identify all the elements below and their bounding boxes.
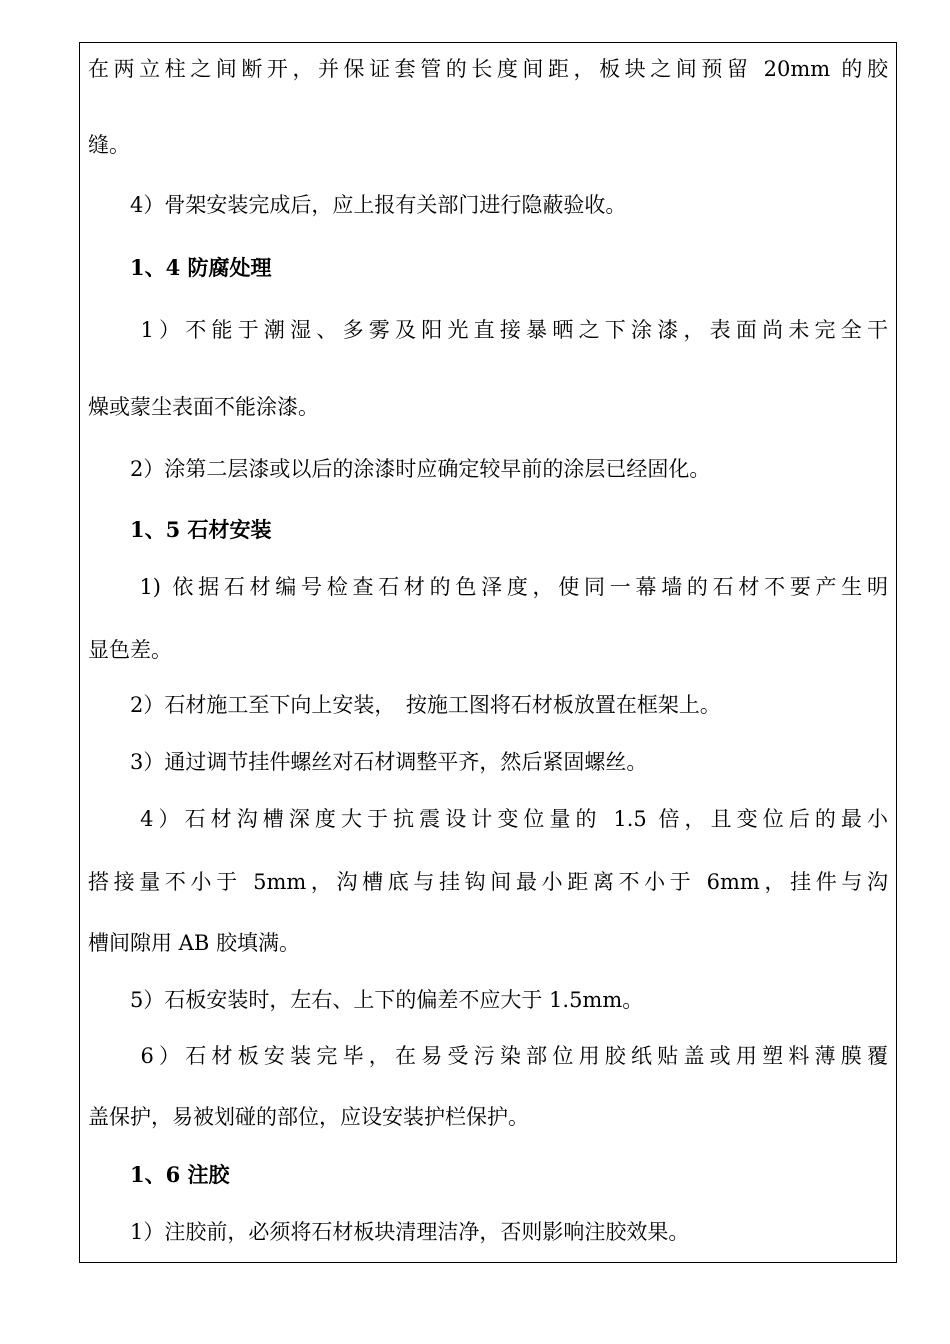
text-line: 2）涂第二层漆或以后的涂漆时应确定较早前的涂层已经固化。 xyxy=(88,457,711,481)
text-line: 显色差。 xyxy=(88,638,172,662)
text-line: 4）骨架安装完成后，应上报有关部门进行隐蔽验收。 xyxy=(88,193,627,217)
text-line: 4）石材沟槽深度大于抗震设计变位量的 1.5 倍，且变位后的最小 xyxy=(88,807,888,831)
table-cell-border xyxy=(79,42,897,1263)
text-line: 2）石材施工至下向上安装， 按施工图将石材板放置在框架上。 xyxy=(88,693,721,717)
text-line: 3）通过调节挂件螺丝对石材调整平齐，然后紧固螺丝。 xyxy=(88,750,648,774)
text-line: 6）石材板安装完毕，在易受污染部位用胶纸贴盖或用塑料薄膜覆 xyxy=(88,1044,888,1068)
text-line: 盖保护，易被划碰的部位，应设安装护栏保护。 xyxy=(88,1105,529,1129)
text-line: 1）注胶前，必须将石材板块清理洁净，否则影响注胶效果。 xyxy=(88,1220,690,1244)
section-heading: 1、5 石材安装 xyxy=(88,517,272,542)
text-line: 燥或蒙尘表面不能涂漆。 xyxy=(88,395,319,419)
text-line: 搭接量不小于 5mm，沟槽底与挂钩间最小距离不小于 6mm，挂件与沟 xyxy=(88,870,888,894)
text-line: 在两立柱之间断开，并保证套管的长度间距，板块之间预留 20mm 的胶 xyxy=(88,57,888,81)
text-line: 1) 依据石材编号检查石材的色泽度，使同一幕墙的石材不要产生明 xyxy=(88,575,888,599)
section-heading: 1、6 注胶 xyxy=(88,1162,230,1187)
text-line: 缝。 xyxy=(88,133,130,157)
section-heading: 1、4 防腐处理 xyxy=(88,255,272,280)
text-line: 槽间隙用 AB 胶填满。 xyxy=(88,931,300,955)
text-line: 1）不能于潮湿、多雾及阳光直接暴晒之下涂漆，表面尚未完全干 xyxy=(88,318,888,342)
text-line: 5）石板安装时，左右、上下的偏差不应大于 1.5mm。 xyxy=(88,988,644,1012)
